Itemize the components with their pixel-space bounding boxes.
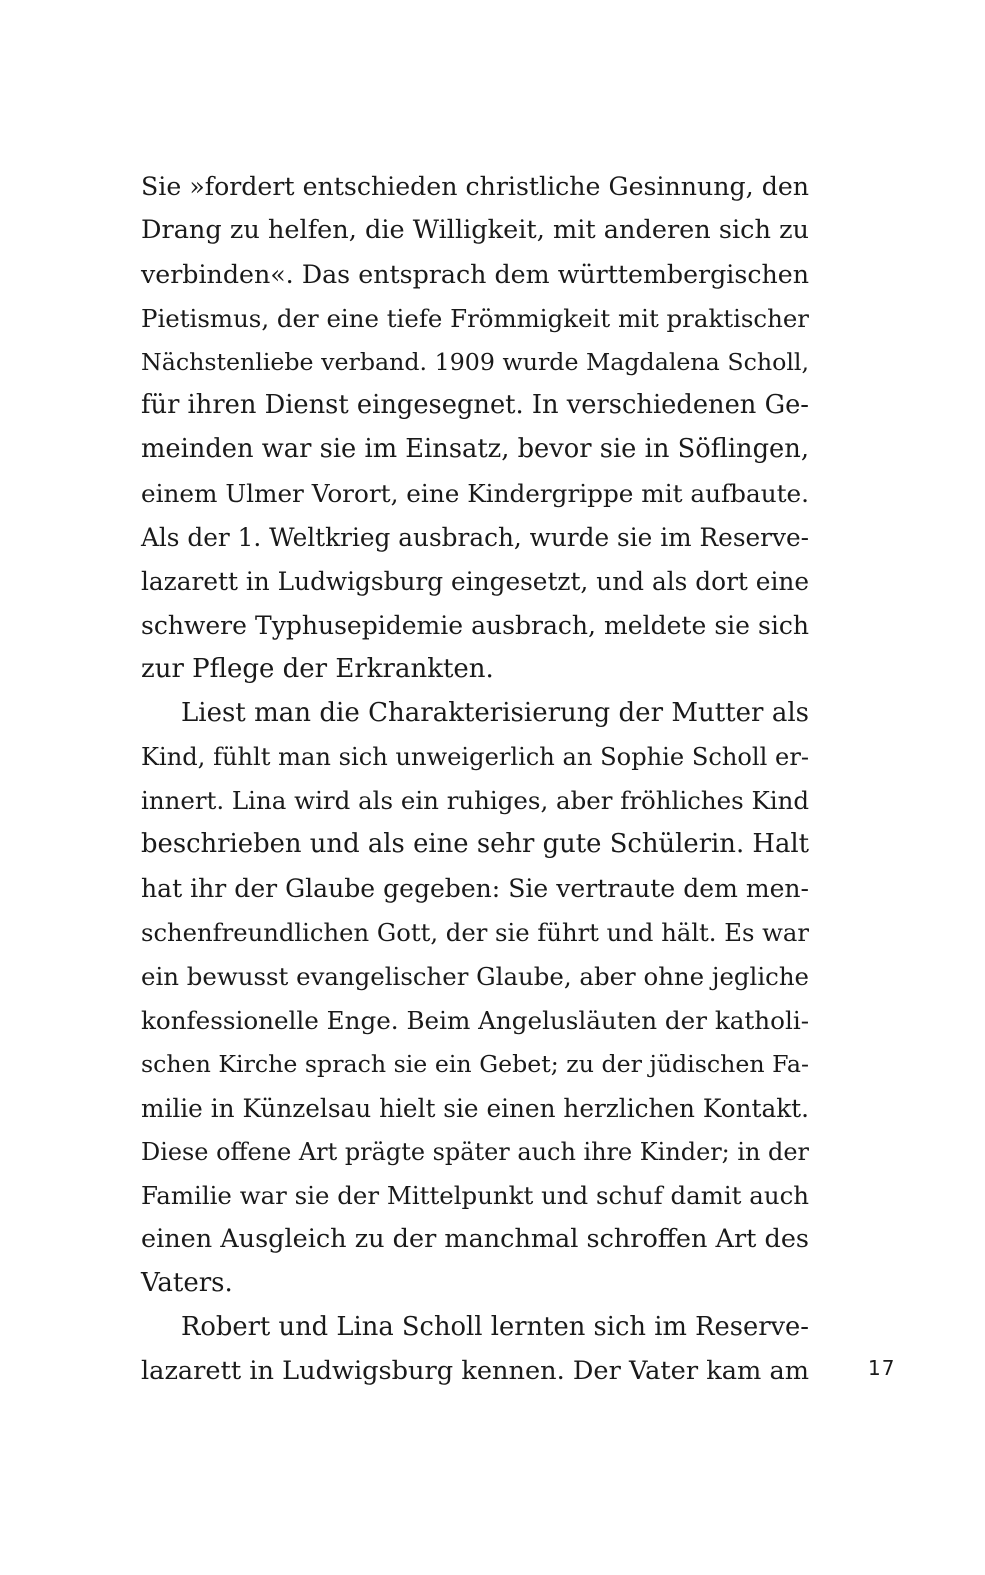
text-line: hat ihr der Glaube gegeben: Sie vertraute dem men- [141, 874, 809, 904]
text-line: Kind, fühlt man sich unweigerlich an Sophie Scholl er- [141, 742, 809, 771]
text-line: Sie »fordert entschieden christliche Gesinnung, den [141, 172, 809, 201]
text-line: Pietismus, der eine tiefe Frömmigkeit mit praktischer [141, 303, 809, 333]
text-line: für ihren Dienst eingesegnet. In verschiedenen Ge- [141, 390, 809, 421]
text-line: lazarett in Ludwigsburg kennen. Der Vater kam am [141, 1356, 809, 1387]
text-line: beschrieben und als eine sehr gute Schülerin. Halt [141, 829, 809, 860]
text-line: einem Ulmer Vorort, eine Kindergrippe mit aufbaute. [141, 479, 809, 509]
text-line: Nächstenliebe verband. 1909 wurde Magdalena Scholl, [141, 347, 809, 376]
text-line: schenfreundlichen Gott, der sie führt und hält. Es war [141, 918, 809, 948]
text-line: milie in Künzelsau hielt sie einen herzlichen Kontakt. [141, 1093, 809, 1123]
body-text [141, 165, 809, 1394]
paragraph [141, 165, 809, 692]
text-line: meinden war sie im Einsatz, bevor sie in Söflingen, [141, 434, 809, 465]
text-line: schwere Typhusepidemie ausbrach, meldete sie sich [141, 610, 809, 640]
text-line: konfessionelle Enge. Beim Angelusläuten der katholi- [141, 1005, 809, 1035]
text-line: Robert und Lina Scholl lernten sich im Reserve- [181, 1312, 809, 1343]
text-line: lazarett in Ludwigsburg eingesetzt, und als dort eine [141, 567, 809, 597]
text-line: ein bewusst evangelischer Glaube, aber ohne jegliche [141, 962, 809, 992]
page-number: 17 [868, 1356, 896, 1380]
text-line: schen Kirche sprach sie ein Gebet; zu der jüdischen Fa- [141, 1049, 809, 1078]
text-line: Als der 1. Weltkrieg ausbrach, wurde sie im Reserve- [141, 523, 809, 553]
text-line: Vaters. [141, 1268, 233, 1299]
paragraph [141, 1306, 809, 1394]
text-line: Liest man die Charakterisierung der Mutter als [181, 697, 809, 728]
paragraph [141, 692, 809, 1306]
text-line: Diese offene Art prägte später auch ihre Kinder; in der [141, 1137, 809, 1166]
text-line: Drang zu helfen, die Willigkeit, mit anderen sich zu [141, 214, 809, 245]
text-line: zur Pflege der Erkrankten. [141, 653, 494, 684]
text-line: innert. Lina wird als ein ruhiges, aber fröhliches Kind [141, 786, 809, 816]
text-line: verbinden«. Das entsprach dem württembergischen [141, 259, 809, 289]
text-line: einen Ausgleich zu der manchmal schroffen Art des [141, 1224, 809, 1255]
text-line: Familie war sie der Mittelpunkt und schuf damit auch [141, 1181, 809, 1211]
